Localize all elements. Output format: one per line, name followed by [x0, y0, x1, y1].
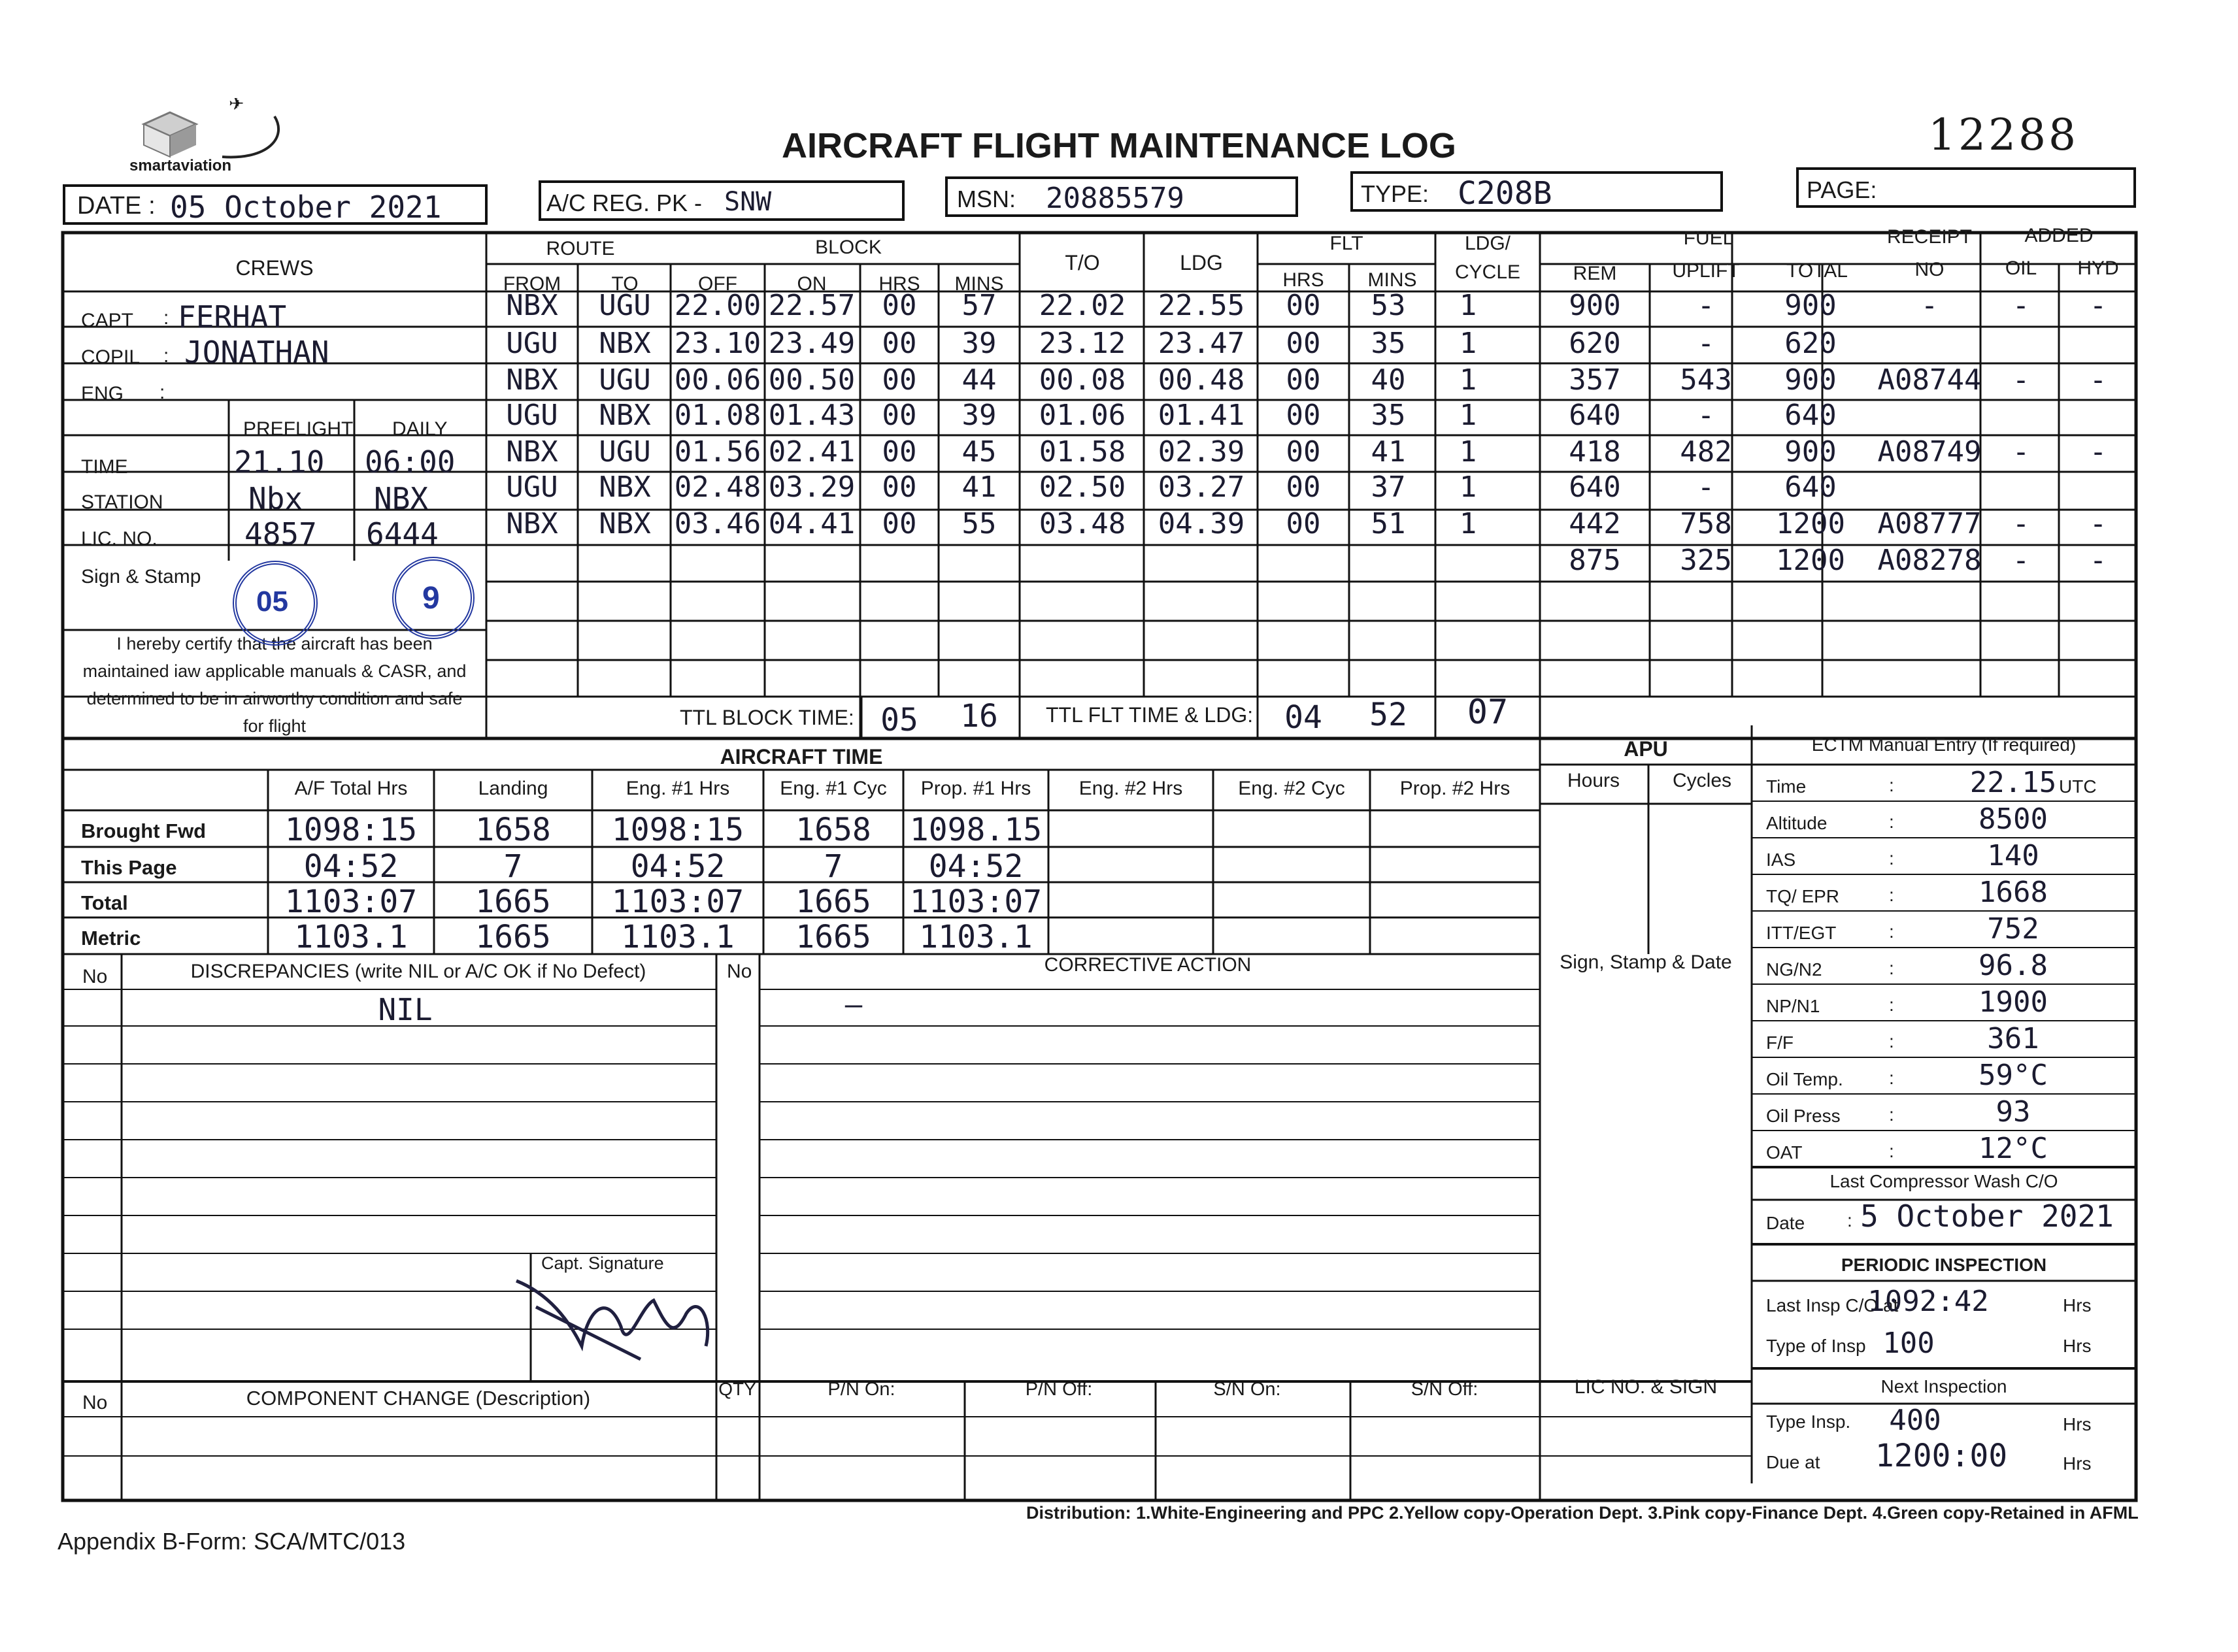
acreg-label: A/C REG. PK -	[546, 190, 703, 216]
flight-row-2-to-time: 23.12	[1039, 327, 1126, 360]
on-header: ON	[797, 273, 827, 295]
flight-row-1-ldg: 22.55	[1158, 289, 1245, 322]
at-row-2-val-2: 7	[503, 848, 523, 885]
flight-row-1-uplift: -	[1697, 289, 1715, 322]
ectm-label-8: F/F	[1766, 1032, 1794, 1053]
copil-value: JONATHAN	[184, 335, 329, 370]
flt-hrs-header: HRS	[1282, 269, 1324, 291]
sign-label: Sign & Stamp	[81, 566, 201, 587]
discrepancy-value: NIL	[378, 992, 433, 1027]
flight-row-4-on: 01.43	[768, 399, 856, 432]
lic-daily: 6444	[366, 516, 439, 552]
flight-row-4-hrs: 00	[882, 399, 917, 432]
flight-row-2-from: UGU	[506, 327, 558, 360]
flight-row-6-to-time: 02.50	[1039, 471, 1126, 504]
flight-row-4-ldg: 01.41	[1158, 399, 1245, 432]
flight-row-3-mins: 44	[961, 363, 997, 397]
flight-row-2-hrs: 00	[882, 327, 917, 360]
flight-row-5-to: UGU	[599, 435, 651, 469]
lic-sign-label: LIC NO. & SIGN	[1574, 1376, 1718, 1398]
flight-row-7-rem: 442	[1569, 507, 1621, 540]
at-row-1-val-3: 1098:15	[611, 812, 744, 848]
off-header: OFF	[698, 273, 737, 295]
ectm-label-6: NG/N2	[1766, 959, 1822, 980]
stamp-1	[233, 561, 318, 646]
station-daily: NBX	[374, 481, 429, 516]
ectm-colon-6: :	[1889, 958, 1894, 978]
flight-row-3-hyd: -	[2089, 363, 2107, 397]
flight-row-4-mins: 39	[961, 399, 997, 432]
captain-signature-drawing	[510, 1268, 732, 1366]
component-title: COMPONENT CHANGE (Description)	[246, 1387, 591, 1410]
flight-row-7-from: NBX	[506, 507, 558, 540]
ectm-value-2: 8500	[1979, 802, 2048, 836]
block-header: BLOCK	[815, 237, 882, 258]
last-insp-label: Last Insp C/O at	[1766, 1295, 1899, 1315]
ldg-header: LDG	[1180, 251, 1223, 274]
time-preflight: 21.10	[234, 444, 325, 480]
date-label: DATE :	[77, 192, 156, 220]
periodic-title: PERIODIC INSPECTION	[1841, 1255, 2047, 1275]
flight-row-8-uplift: 325	[1680, 544, 1732, 577]
flight-row-6-to: NBX	[599, 471, 651, 504]
ectm-colon-11: :	[1889, 1141, 1894, 1161]
certify-line-3: for flight	[242, 716, 307, 736]
acreg-value: SNW	[724, 187, 772, 217]
flight-row-4-to-time: 01.06	[1039, 399, 1126, 432]
flight-row-1-receipt: -	[1920, 289, 1939, 322]
flight-row-3-off: 00.06	[674, 363, 761, 397]
flight-row-4-off: 01.08	[674, 399, 761, 432]
flight-row-7-flt-mins: 51	[1371, 507, 1406, 540]
at-row-3-val-4: 1665	[795, 884, 871, 920]
ectm-colon-4: :	[1889, 885, 1894, 905]
flight-row-3-ldg: 00.48	[1158, 363, 1245, 397]
at-row-1-val-2: 1658	[475, 812, 551, 848]
stamp-2-text: 9	[422, 581, 440, 616]
flight-row-5-receipt: A08749	[1877, 435, 1982, 469]
due-value: 1200:00	[1875, 1438, 2008, 1474]
flight-row-6-total: 640	[1784, 471, 1837, 504]
at-col-5: Prop. #1 Hrs	[920, 778, 1031, 799]
flight-row-6-ldg-cycle: 1	[1459, 471, 1477, 504]
flight-row-3-oil: -	[2012, 363, 2030, 397]
flight-row-7-ldg: 04.39	[1158, 507, 1245, 540]
ectm-value-8: 361	[1987, 1022, 2039, 1055]
compressor-date-label: Date	[1766, 1213, 1805, 1233]
certify-line-0: I hereby certify that the aircraft has been	[116, 634, 433, 653]
flight-row-5-uplift: 482	[1680, 435, 1732, 469]
msn-value: 20885579	[1046, 182, 1184, 215]
ectm-value-10: 93	[1996, 1095, 2031, 1129]
ttl-block-hrs: 05	[880, 702, 918, 738]
last-insp-unit: Hrs	[2063, 1295, 2092, 1315]
flight-row-1-rem: 900	[1569, 289, 1621, 322]
flight-row-7-oil: -	[2012, 507, 2030, 540]
at-row-3-val-2: 1665	[475, 884, 551, 920]
oil-header: OIL	[2005, 257, 2037, 279]
flight-row-2-mins: 39	[961, 327, 997, 360]
type-label: TYPE:	[1361, 180, 1429, 207]
corrective-no-label: No	[727, 961, 752, 982]
station-label: STATION	[81, 491, 163, 513]
at-row-1-val-1: 1098:15	[284, 812, 418, 848]
flight-row-4-flt-mins: 35	[1371, 399, 1406, 432]
due-label: Due at	[1766, 1452, 1820, 1472]
at-row-4-val-1: 1103.1	[294, 919, 408, 955]
ectm-colon-7: :	[1889, 995, 1894, 1015]
flight-row-5-on: 02.41	[768, 435, 856, 469]
flight-row-1-hrs: 00	[882, 289, 917, 322]
flight-row-5-mins: 45	[961, 435, 997, 469]
due-unit: Hrs	[2063, 1453, 2092, 1474]
ectm-colon-8: :	[1889, 1031, 1894, 1051]
flight-row-8-hyd: -	[2089, 544, 2107, 577]
ectm-value-7: 1900	[1979, 985, 2048, 1019]
at-row-4-val-5: 1103.1	[919, 919, 1033, 955]
flight-row-7-hyd: -	[2089, 507, 2107, 540]
flight-row-3-flt-mins: 40	[1371, 363, 1406, 397]
total-header: TOTAL	[1786, 260, 1848, 282]
from-header: FROM	[503, 273, 561, 295]
ectm-value-3: 140	[1987, 839, 2039, 872]
logo-text: smartaviation	[129, 157, 232, 174]
flight-row-8-total: 1200	[1776, 544, 1845, 577]
capt-value: FERHAT	[178, 299, 287, 335]
form-number: 12288	[1928, 110, 2079, 160]
apu-hours: Hours	[1567, 770, 1620, 791]
flight-row-5-flt-mins: 41	[1371, 435, 1406, 469]
ldg-cycle-header-1: LDG/	[1464, 233, 1511, 254]
flight-row-5-hyd: -	[2089, 435, 2107, 469]
flight-row-8-receipt: A08278	[1877, 544, 1982, 577]
ectm-label-2: Altitude	[1766, 813, 1828, 833]
flight-row-5-total: 900	[1784, 435, 1837, 469]
pn-off-label: P/N Off:	[1025, 1379, 1093, 1400]
uplift-header: UPLIFT	[1672, 260, 1740, 282]
at-row-1-val-4: 1658	[795, 812, 871, 848]
flight-row-1-flt-hrs: 00	[1286, 289, 1321, 322]
ectm-value-9: 59°C	[1979, 1059, 2048, 1092]
ttl-block-mins: 16	[960, 698, 998, 735]
ttl-flt-mins: 52	[1369, 697, 1407, 733]
type-insp-unit: Hrs	[2063, 1336, 2092, 1356]
flight-row-6-ldg: 03.27	[1158, 471, 1245, 504]
flight-row-6-flt-hrs: 00	[1286, 471, 1321, 504]
pn-on-label: P/N On:	[827, 1379, 895, 1400]
preflight-label: PREFLIGHT	[243, 418, 354, 440]
date-value: 05 October 2021	[170, 190, 442, 225]
next-type-unit: Hrs	[2063, 1414, 2092, 1434]
mins-header: MINS	[954, 273, 1004, 295]
sn-on-label: S/N On:	[1213, 1379, 1281, 1400]
flight-row-8-rem: 875	[1569, 544, 1621, 577]
crews-header: CREWS	[235, 256, 314, 280]
compressor-title: Last Compressor Wash C/O	[1829, 1171, 2058, 1191]
discrepancy-title: DISCREPANCIES (write NIL or A/C OK if No Defect)	[190, 961, 646, 982]
flight-row-1-to: UGU	[599, 289, 651, 322]
ectm-value-5: 752	[1987, 912, 2039, 946]
capt-colon: :	[163, 307, 169, 329]
flight-row-7-flt-hrs: 00	[1286, 507, 1321, 540]
flight-row-7-to: NBX	[599, 507, 651, 540]
flight-row-3-uplift: 543	[1680, 363, 1732, 397]
ttl-flt-hrs: 04	[1284, 699, 1322, 736]
flight-row-2-on: 23.49	[768, 327, 856, 360]
flight-row-7-to-time: 03.48	[1039, 507, 1126, 540]
flight-row-1-from: NBX	[506, 289, 558, 322]
eng-label: ENG	[81, 383, 124, 405]
copil-label: COPIL	[81, 346, 141, 368]
compressor-date-value: 5 October 2021	[1860, 1198, 2114, 1234]
flight-row-5-flt-hrs: 00	[1286, 435, 1321, 469]
at-row-label-4: Metric	[81, 927, 141, 950]
flight-row-4-flt-hrs: 00	[1286, 399, 1321, 432]
flight-row-3-on: 00.50	[768, 363, 856, 397]
sign-stamp-date-title: Sign, Stamp & Date	[1560, 951, 1732, 973]
type-insp-value: 100	[1882, 1327, 1935, 1360]
receipt-header: RECEIPT	[1886, 226, 1973, 248]
next-type-value: 400	[1889, 1404, 1941, 1437]
at-row-1-val-5: 1098.15	[909, 812, 1043, 848]
at-col-7: Eng. #2 Cyc	[1238, 778, 1345, 799]
capt-label: CAPT	[81, 310, 134, 331]
ectm-value-1: 22.15	[1969, 766, 2057, 799]
at-col-4: Eng. #1 Cyc	[780, 778, 887, 799]
flight-row-3-flt-hrs: 00	[1286, 363, 1321, 397]
flight-row-6-rem: 640	[1569, 471, 1621, 504]
flight-row-3-hrs: 00	[882, 363, 917, 397]
flight-row-1-on: 22.57	[768, 289, 856, 322]
at-col-2: Landing	[478, 778, 548, 799]
flight-row-2-total: 620	[1784, 327, 1837, 360]
daily-label: DAILY	[392, 418, 448, 440]
at-row-4-val-4: 1665	[795, 919, 871, 955]
certify-line-1: maintained iaw applicable manuals & CASR, and	[82, 661, 467, 681]
flight-row-7-mins: 55	[961, 507, 997, 540]
at-col-3: Eng. #1 Hrs	[626, 778, 730, 799]
stamp-2	[392, 557, 475, 639]
component-no-label: No	[82, 1392, 108, 1413]
ectm-label-5: ITT/EGT	[1766, 923, 1837, 943]
ectm-value-6: 96.8	[1979, 949, 2048, 982]
flight-row-4-to: NBX	[599, 399, 651, 432]
ectm-colon-10: :	[1889, 1104, 1894, 1125]
at-row-3-val-5: 1103:07	[909, 884, 1043, 920]
type-value: C208B	[1458, 175, 1552, 212]
flight-row-3-from: NBX	[506, 363, 558, 397]
flight-row-2-to: NBX	[599, 327, 651, 360]
distribution-note: Distribution: 1.White-Engineering and PPC 2.Yellow copy-Operation Dept. 3.Pink copy-Finance Dept. 4.Green copy-Retained in AFML	[1026, 1503, 2139, 1523]
ectm-value-4: 1668	[1979, 876, 2048, 909]
ectm-colon-3: :	[1889, 848, 1894, 868]
svg-text:✈: ✈	[229, 98, 244, 114]
ectm-label-4: TQ/ EPR	[1766, 886, 1840, 906]
flight-row-5-rem: 418	[1569, 435, 1621, 469]
flight-row-6-off: 02.48	[674, 471, 761, 504]
flight-row-5-to-time: 01.58	[1039, 435, 1126, 469]
lic-preflight: 4857	[244, 516, 317, 552]
flight-row-2-ldg-cycle: 1	[1459, 327, 1477, 360]
capt-signature-label: Capt. Signature	[541, 1253, 664, 1273]
flight-row-6-flt-mins: 37	[1371, 471, 1406, 504]
at-row-label-1: Brought Fwd	[81, 819, 207, 842]
lic-label: LIC. NO.	[81, 528, 158, 550]
flight-row-1-hyd: -	[2089, 289, 2107, 322]
page-title: AIRCRAFT FLIGHT MAINTENANCE LOG	[782, 126, 1456, 165]
flight-row-5-off: 01.56	[674, 435, 761, 469]
at-row-4-val-3: 1103.1	[621, 919, 735, 955]
flight-row-5-from: NBX	[506, 435, 558, 469]
flight-row-1-oil: -	[2012, 289, 2030, 322]
certify-line-2: determined to be in airworthy condition and safe	[86, 689, 463, 708]
flight-row-7-uplift: 758	[1680, 507, 1732, 540]
flight-row-4-from: UGU	[506, 399, 558, 432]
flight-row-7-hrs: 00	[882, 507, 917, 540]
aircraft-time-title: AIRCRAFT TIME	[720, 745, 883, 768]
compressor-date-colon: :	[1847, 1210, 1852, 1231]
qty-label: QTY	[718, 1379, 756, 1399]
ttl-flt-label: TTL FLT TIME & LDG:	[1046, 703, 1254, 727]
at-row-2-val-5: 04:52	[928, 848, 1024, 885]
at-col-1: A/F Total Hrs	[294, 778, 408, 799]
flight-row-6-mins: 41	[961, 471, 997, 504]
at-row-3-val-1: 1103:07	[284, 884, 418, 920]
flight-row-6-from: UGU	[506, 471, 558, 504]
ttl-ldg: 07	[1467, 693, 1509, 732]
flight-row-6-uplift: -	[1697, 471, 1715, 504]
flight-row-7-total: 1200	[1776, 507, 1845, 540]
at-row-2-val-1: 04:52	[303, 848, 399, 885]
flight-row-4-uplift: -	[1697, 399, 1715, 432]
flight-row-5-ldg-cycle: 1	[1459, 435, 1477, 469]
flight-row-3-to: UGU	[599, 363, 651, 397]
at-col-8: Prop. #2 Hrs	[1399, 778, 1511, 799]
sn-off-label: S/N Off:	[1411, 1379, 1478, 1400]
ectm-value-11: 12°C	[1979, 1132, 2048, 1165]
ectm-label-7: NP/N1	[1766, 996, 1820, 1016]
route-header: ROUTE	[546, 238, 615, 259]
ectm-colon-5: :	[1889, 921, 1894, 942]
ectm-colon-2: :	[1889, 812, 1894, 832]
flight-row-5-oil: -	[2012, 435, 2030, 469]
apu-cycles: Cycles	[1672, 770, 1732, 791]
time-label: TIME	[81, 456, 128, 478]
hyd-header: HYD	[2077, 257, 2119, 279]
flight-row-2-ldg: 23.47	[1158, 327, 1245, 360]
to-time-header: T/O	[1065, 251, 1100, 274]
at-row-2-val-4: 7	[824, 848, 843, 885]
flight-row-4-ldg-cycle: 1	[1459, 399, 1477, 432]
flight-row-4-total: 640	[1784, 399, 1837, 432]
form-code: Appendix B-Form: SCA/MTC/013	[58, 1528, 406, 1555]
eng-colon: :	[159, 382, 165, 403]
ectm-label-3: IAS	[1766, 850, 1796, 870]
ectm-label-1: Time	[1766, 776, 1807, 797]
flt-mins-header: MINS	[1367, 269, 1417, 291]
flight-row-2-flt-mins: 35	[1371, 327, 1406, 360]
flight-row-7-ldg-cycle: 1	[1459, 507, 1477, 540]
ttl-block-label: TTL BLOCK TIME:	[680, 706, 854, 729]
msn-label: MSN:	[957, 186, 1016, 212]
flight-row-7-on: 04.41	[768, 507, 856, 540]
flight-row-3-total: 900	[1784, 363, 1837, 397]
flight-row-1-total: 900	[1784, 289, 1837, 322]
at-row-3-val-3: 1103:07	[611, 884, 744, 920]
at-row-2-val-3: 04:52	[630, 848, 726, 885]
flight-row-5-hrs: 00	[882, 435, 917, 469]
hrs-header: HRS	[878, 273, 920, 295]
flight-row-6-hrs: 00	[882, 471, 917, 504]
station-preflight: Nbx	[248, 481, 303, 516]
next-title: Next Inspection	[1880, 1376, 2007, 1396]
flight-row-6-on: 03.29	[768, 471, 856, 504]
to-header: TO	[611, 273, 639, 295]
at-row-label-2: This Page	[81, 856, 177, 879]
flight-row-3-to-time: 00.08	[1039, 363, 1126, 397]
ectm-label-9: Oil Temp.	[1766, 1069, 1843, 1089]
flight-row-2-rem: 620	[1569, 327, 1621, 360]
flight-row-3-ldg-cycle: 1	[1459, 363, 1477, 397]
stamp-1-text: 05	[256, 586, 288, 618]
at-col-6: Eng. #2 Hrs	[1078, 778, 1183, 799]
ectm-title: ECTM Manual Entry (If required)	[1811, 735, 2077, 755]
ectm-label-11: OAT	[1766, 1142, 1803, 1163]
apu-title: APU	[1624, 737, 1668, 761]
flight-row-2-uplift: -	[1697, 327, 1715, 360]
last-insp-value: 1092:42	[1867, 1285, 1989, 1318]
corrective-value: —	[844, 988, 863, 1021]
page-label: PAGE:	[1807, 176, 1877, 203]
ectm-colon-9: :	[1889, 1068, 1894, 1088]
flight-row-3-receipt: A08744	[1877, 363, 1982, 397]
fuel-header: FUEL	[1683, 227, 1734, 249]
flight-row-1-off: 22.00	[674, 289, 761, 322]
flight-row-5-ldg: 02.39	[1158, 435, 1245, 469]
at-row-4-val-2: 1665	[475, 919, 551, 955]
flight-row-4-rem: 640	[1569, 399, 1621, 432]
discrepancy-no-label: No	[82, 966, 108, 987]
receipt-no-header: NO	[1914, 259, 1945, 280]
ldg-cycle-header-2: CYCLE	[1454, 261, 1521, 283]
flight-row-1-to-time: 22.02	[1039, 289, 1126, 322]
flight-row-2-flt-hrs: 00	[1286, 327, 1321, 360]
flight-row-1-mins: 57	[961, 289, 997, 322]
type-insp-label: Type of Insp	[1766, 1336, 1866, 1356]
next-type-label: Type Insp.	[1766, 1412, 1851, 1432]
flight-row-1-ldg-cycle: 1	[1459, 289, 1477, 322]
added-header: ADDED	[2024, 225, 2094, 246]
ectm-colon-1: :	[1889, 775, 1894, 795]
flight-row-3-rem: 357	[1569, 363, 1621, 397]
at-row-label-3: Total	[81, 891, 128, 914]
copil-colon: :	[163, 345, 169, 367]
flight-row-7-off: 03.46	[674, 507, 761, 540]
corrective-title: CORRECTIVE ACTION	[1044, 954, 1252, 976]
flight-row-1-flt-mins: 53	[1371, 289, 1406, 322]
flight-row-7-receipt: A08777	[1877, 507, 1982, 540]
flight-row-8-oil: -	[2012, 544, 2030, 577]
ectm-unit-1: UTC	[2059, 776, 2097, 797]
ectm-label-10: Oil Press	[1766, 1106, 1841, 1126]
flight-row-2-off: 23.10	[674, 327, 761, 360]
flt-header: FLT	[1329, 233, 1363, 254]
time-daily: 06:00	[365, 444, 456, 480]
rem-header: REM	[1573, 263, 1617, 284]
